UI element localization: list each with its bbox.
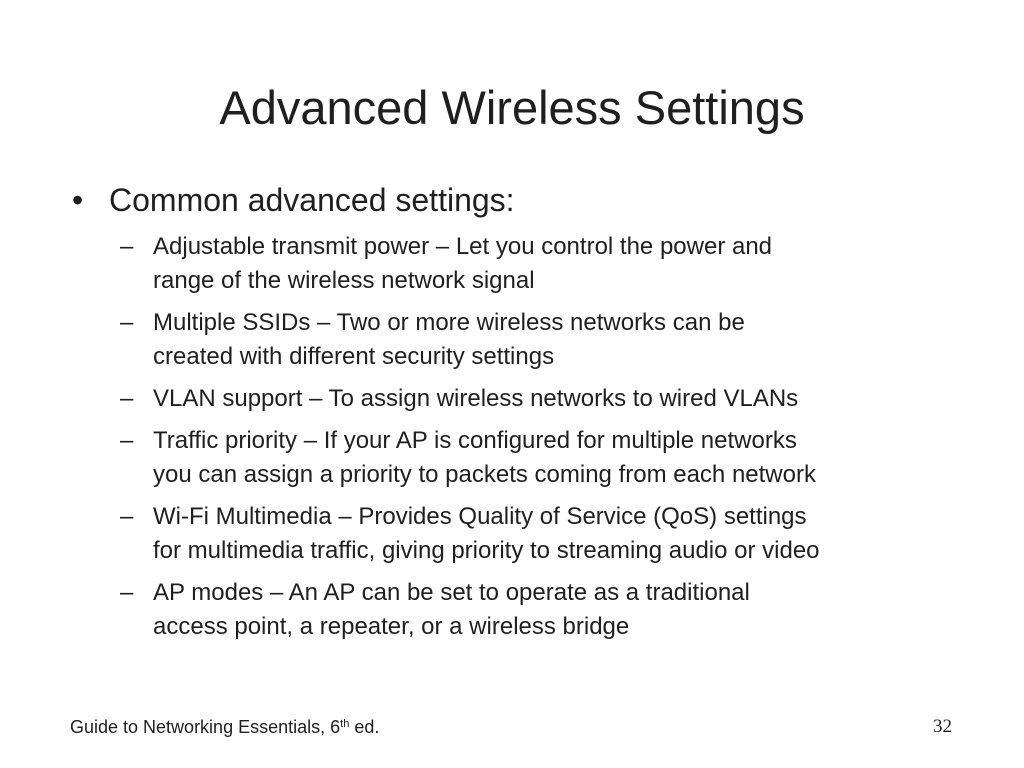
footer-edition-superscript: th — [340, 718, 350, 730]
sub-bullet-line: Multiple SSIDs – Two or more wireless networks can be — [153, 309, 745, 336]
sub-bullet-item — [120, 382, 970, 416]
sub-bullet-item — [120, 576, 970, 644]
sub-bullet-line: Adjustable transmit power – Let you control the power and — [153, 233, 773, 260]
sub-bullet-line: access point, a repeater, or a wireless bridge — [153, 613, 630, 640]
dash-marker: – — [120, 579, 134, 606]
sub-bullet-line: AP modes – An AP can be set to operate as a traditional — [153, 579, 750, 606]
page-number: 32 — [933, 716, 952, 737]
dash-marker: – — [120, 427, 134, 454]
sub-bullet-line: Wi-Fi Multimedia – Provides Quality of Service (QoS) settings — [153, 503, 807, 530]
sub-bullet-line: you can assign a priority to packets coming from each network — [153, 461, 816, 488]
bullet-marker: • — [72, 182, 84, 218]
slide-title: Advanced Wireless Settings — [219, 81, 805, 134]
dash-marker: – — [120, 309, 134, 336]
sub-bullet-list — [120, 230, 970, 652]
sub-bullet-line: VLAN support – To assign wireless networks to wired VLANs — [153, 385, 799, 412]
sub-bullet-line: range of the wireless network signal — [153, 267, 535, 294]
main-bullet-text: Common advanced settings: — [109, 182, 515, 218]
sub-bullet-item — [120, 500, 970, 568]
sub-bullet-item — [120, 230, 970, 298]
sub-bullet-line: Traffic priority – If your AP is configured for multiple networks — [153, 427, 797, 454]
footer-edition-tail: ed. — [349, 717, 380, 737]
footer-book-title — [70, 715, 379, 739]
dash-marker: – — [120, 385, 134, 412]
sub-bullet-item — [120, 424, 970, 492]
footer-title-text: Guide to Networking Essentials, 6 — [70, 717, 341, 737]
sub-bullet-item — [120, 306, 970, 374]
dash-marker: – — [120, 233, 134, 260]
sub-bullet-line: created with different security settings — [153, 343, 555, 370]
sub-bullet-line: for multimedia traffic, giving priority to streaming audio or video — [153, 537, 820, 564]
dash-marker: – — [120, 503, 134, 530]
